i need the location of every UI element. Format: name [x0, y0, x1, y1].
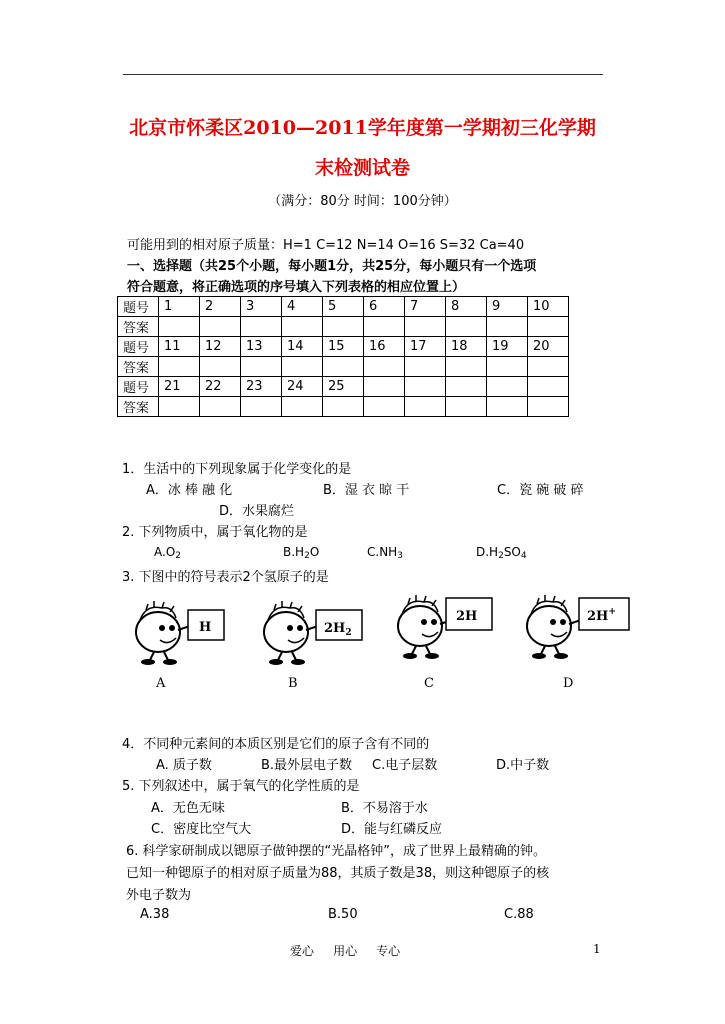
- table-cell: 9: [487, 297, 528, 317]
- answer-cell[interactable]: [200, 357, 241, 377]
- figure-a-sign: H: [199, 620, 212, 635]
- answer-label: 答案: [118, 357, 159, 377]
- q2-option-a[interactable]: A.O2: [154, 545, 181, 561]
- figure-d-sign: 2H+: [587, 607, 616, 624]
- question-label: 题号: [118, 337, 159, 357]
- footer-motto: 爱心 用心 专心: [290, 944, 401, 958]
- answer-cell[interactable]: [241, 397, 282, 417]
- page-title-line2: 末检测试卷: [314, 157, 410, 179]
- figure-c-sign: 2H: [456, 609, 478, 624]
- q1-option-b[interactable]: B．湿 衣 晾 干: [323, 483, 410, 498]
- table-cell: 25: [323, 377, 364, 397]
- page-title-line1: 北京市怀柔区2010—2011学年度第一学期初三化学期: [129, 117, 596, 139]
- answer-cell[interactable]: [364, 317, 405, 337]
- answer-cell[interactable]: [323, 397, 364, 417]
- table-cell: 13: [241, 337, 282, 357]
- question-label: 题号: [118, 377, 159, 397]
- answer-cell[interactable]: [528, 397, 569, 417]
- answer-label: 答案: [118, 397, 159, 417]
- table-cell: 6: [364, 297, 405, 317]
- answer-cell[interactable]: [364, 397, 405, 417]
- figure-a-cartoon: [132, 596, 247, 668]
- page-number: 1: [593, 942, 601, 956]
- answer-label: 答案: [118, 317, 159, 337]
- table-cell: 1: [159, 297, 200, 317]
- atomic-masses: 可能用到的相对原子质量：H=1 C=12 N=14 O=16 S=32 Ca=40: [127, 238, 525, 253]
- q5-stem: 5. 下列叙述中，属于氧气的化学性质的是: [122, 779, 360, 794]
- header-rule: [123, 74, 603, 75]
- table-cell: 20: [528, 337, 569, 357]
- table-cell: 7: [405, 297, 446, 317]
- answer-cell[interactable]: [323, 357, 364, 377]
- table-cell: [405, 377, 446, 397]
- answer-cell[interactable]: [282, 317, 323, 337]
- answer-cell[interactable]: [487, 357, 528, 377]
- table-cell: [364, 377, 405, 397]
- q4-option-b[interactable]: B.最外层电子数: [261, 758, 353, 773]
- figure-d-cartoon: [523, 590, 638, 662]
- answer-table: [117, 296, 569, 417]
- exam-meta: （满分：80分 时间：100分钟）: [268, 194, 457, 209]
- answer-cell[interactable]: [487, 397, 528, 417]
- answer-cell[interactable]: [364, 357, 405, 377]
- table-cell: 24: [282, 377, 323, 397]
- answer-cell[interactable]: [159, 397, 200, 417]
- answer-cell[interactable]: [446, 357, 487, 377]
- q6-option-c[interactable]: C.88: [504, 907, 534, 922]
- table-row: [118, 377, 569, 397]
- figure-c-label[interactable]: C: [424, 676, 434, 691]
- q1-option-a[interactable]: A．冰 棒 融 化: [146, 483, 233, 498]
- table-cell: 18: [446, 337, 487, 357]
- answer-cell[interactable]: [405, 397, 446, 417]
- q1-option-c[interactable]: C．瓷 碗 破 碎: [497, 483, 584, 498]
- q2-stem: 2. 下列物质中，属于氧化物的是: [122, 525, 308, 540]
- figure-b-label[interactable]: B: [288, 676, 298, 691]
- table-cell: 11: [159, 337, 200, 357]
- table-cell: 10: [528, 297, 569, 317]
- q4-option-c[interactable]: C.电子层数: [372, 758, 438, 773]
- answer-cell[interactable]: [446, 317, 487, 337]
- table-cell: 21: [159, 377, 200, 397]
- table-cell: 23: [241, 377, 282, 397]
- q5-option-c[interactable]: C．密度比空气大: [151, 822, 252, 837]
- question-label: 题号: [118, 297, 159, 317]
- q4-option-a[interactable]: A. 质子数: [156, 758, 212, 773]
- q5-option-a[interactable]: A．无色无味: [151, 801, 225, 816]
- table-row: [118, 297, 569, 317]
- q2-option-d[interactable]: D.H2SO4: [476, 545, 527, 561]
- table-cell: 4: [282, 297, 323, 317]
- q6-option-a[interactable]: A.38: [140, 907, 170, 922]
- table-cell: 12: [200, 337, 241, 357]
- table-cell: 19: [487, 337, 528, 357]
- table-cell: 16: [364, 337, 405, 357]
- table-cell: [487, 377, 528, 397]
- table-row: [118, 317, 569, 337]
- table-cell: 5: [323, 297, 364, 317]
- answer-cell[interactable]: [405, 357, 446, 377]
- answer-cell[interactable]: [405, 317, 446, 337]
- q5-option-b[interactable]: B．不易溶于水: [341, 801, 428, 816]
- answer-cell[interactable]: [159, 317, 200, 337]
- q6-stem-line2: 已知一种锶原子的相对原子质量为88，其质子数是38，则这种锶原子的核: [126, 866, 550, 881]
- table-cell: 17: [405, 337, 446, 357]
- q6-stem-line1: 6. 科学家研制成以锶原子做钟摆的“光晶格钟”，成了世界上最精确的钟。: [126, 844, 547, 859]
- answer-cell[interactable]: [159, 357, 200, 377]
- q5-option-d[interactable]: D．能与红磷反应: [341, 822, 443, 837]
- figure-d-label[interactable]: D: [563, 676, 574, 691]
- answer-cell[interactable]: [200, 397, 241, 417]
- answer-cell[interactable]: [323, 317, 364, 337]
- table-cell: 15: [323, 337, 364, 357]
- answer-cell[interactable]: [241, 357, 282, 377]
- table-cell: 22: [200, 377, 241, 397]
- q6-option-b[interactable]: B.50: [328, 907, 358, 922]
- q4-stem: 4．不同种元素间的本质区别是它们的原子含有不同的: [122, 737, 430, 752]
- figure-c-cartoon: [394, 590, 509, 662]
- table-row: [118, 337, 569, 357]
- figure-b-sign: $2H_2$: [324, 621, 352, 638]
- figure-a-label[interactable]: A: [156, 676, 166, 691]
- table-row: [118, 357, 569, 377]
- answer-cell[interactable]: [446, 397, 487, 417]
- q4-option-d[interactable]: D.中子数: [496, 758, 550, 773]
- table-cell: [446, 377, 487, 397]
- answer-cell[interactable]: [528, 357, 569, 377]
- table-row: [118, 397, 569, 417]
- figure-b-cartoon: [260, 596, 375, 668]
- q1-stem: 1．生活中的下列现象属于化学变化的是: [122, 462, 352, 477]
- table-cell: 8: [446, 297, 487, 317]
- table-cell: 14: [282, 337, 323, 357]
- answer-cell[interactable]: [200, 317, 241, 337]
- answer-cell[interactable]: [528, 317, 569, 337]
- q6-stem-line3: 外电子数为: [126, 888, 192, 903]
- answer-cell[interactable]: [241, 317, 282, 337]
- table-cell: 3: [241, 297, 282, 317]
- section1-heading-line2: 符合题意，将正确选项的序号填入下列表格的相应位置上）: [127, 280, 466, 295]
- answer-cell[interactable]: [282, 397, 323, 417]
- q2-option-b[interactable]: B.H2O: [283, 545, 320, 561]
- q3-stem: 3. 下图中的符号表示2个氢原子的是: [122, 570, 329, 585]
- section1-heading-line1: 一、选择题（共25个小题，每小题1分，共25分，每小题只有一个选项: [127, 259, 537, 274]
- answer-cell[interactable]: [282, 357, 323, 377]
- q1-option-d[interactable]: D．水果腐烂: [219, 504, 295, 519]
- table-cell: 2: [200, 297, 241, 317]
- table-cell: [528, 377, 569, 397]
- q2-option-c[interactable]: C.NH3: [367, 545, 403, 561]
- answer-cell[interactable]: [487, 317, 528, 337]
